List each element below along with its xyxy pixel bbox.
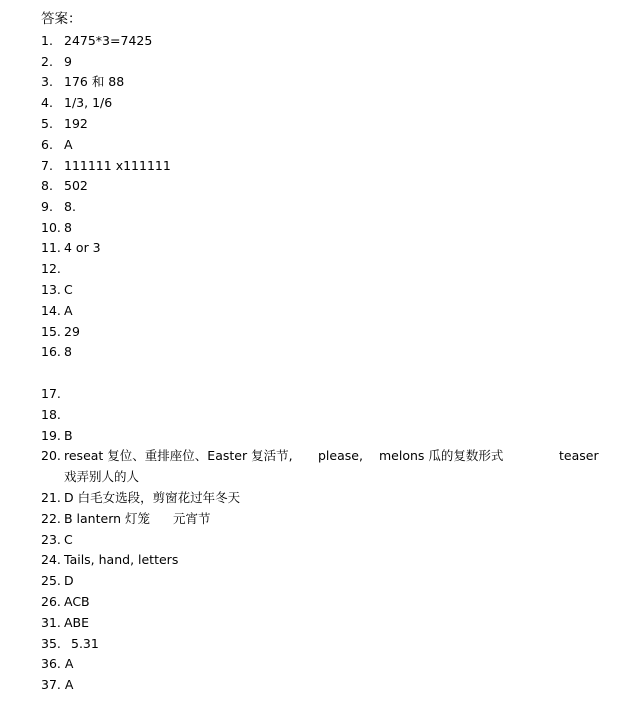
item-number: 1. bbox=[41, 33, 53, 48]
list-item bbox=[41, 530, 73, 550]
item-number: 19. bbox=[41, 428, 61, 443]
list-item bbox=[41, 592, 90, 612]
list-item bbox=[41, 384, 64, 404]
list-item bbox=[41, 218, 72, 238]
item-answer: 2475*3=7425 bbox=[64, 33, 153, 48]
item-answer: A bbox=[64, 656, 74, 671]
item-answer: 8 bbox=[64, 344, 72, 359]
item-answer: C bbox=[64, 532, 73, 547]
item-answer: A bbox=[64, 677, 74, 692]
list-item bbox=[41, 93, 112, 113]
list-item bbox=[41, 322, 80, 342]
item-answer: A bbox=[64, 137, 73, 152]
item-number: 36. bbox=[41, 656, 61, 671]
item-answer: ACB bbox=[64, 594, 90, 609]
list-item bbox=[41, 654, 73, 674]
list-item bbox=[41, 197, 76, 217]
list-item bbox=[41, 405, 64, 425]
item-answer-part: reseat 复位、重排座位、Easter 复活节, bbox=[64, 448, 293, 463]
item-number: 9. bbox=[41, 199, 53, 214]
item-answer: 176 和 88 bbox=[64, 74, 125, 89]
item-number: 31. bbox=[41, 615, 61, 630]
item-answer-part: 元宵节 bbox=[173, 511, 211, 526]
item-answer-part: B lantern 灯笼 bbox=[64, 511, 151, 526]
item-answer-continuation: 戏弄别人的人 bbox=[64, 469, 140, 484]
list-item bbox=[41, 238, 101, 258]
item-answer: 111111 x111111 bbox=[64, 158, 171, 173]
item-answer: 1/3, 1/6 bbox=[64, 95, 113, 110]
item-number: 2. bbox=[41, 54, 53, 69]
list-item bbox=[41, 301, 73, 321]
item-number: 14. bbox=[41, 303, 61, 318]
list-item bbox=[41, 135, 73, 155]
item-number: 5. bbox=[41, 116, 53, 131]
item-number: 15. bbox=[41, 324, 61, 339]
list-item bbox=[41, 446, 601, 466]
item-number: 3. bbox=[41, 74, 53, 89]
item-answer: 29 bbox=[64, 324, 80, 339]
item-number: 13. bbox=[41, 282, 61, 297]
page-title: 答案： bbox=[41, 11, 82, 27]
item-answer: B bbox=[64, 428, 73, 443]
list-item bbox=[41, 634, 99, 654]
item-answer: 8. bbox=[64, 199, 76, 214]
item-number: 26. bbox=[41, 594, 61, 609]
list-item bbox=[41, 550, 178, 570]
list-item bbox=[41, 156, 171, 176]
item-answer: 4 or 3 bbox=[64, 240, 101, 255]
item-number: 17. bbox=[41, 386, 61, 401]
list-item bbox=[41, 259, 64, 279]
item-number: 20. bbox=[41, 448, 61, 463]
item-answer: D 白毛女选段，剪窗花过年冬天 bbox=[64, 490, 241, 505]
item-answer-part: melons 瓜的复数形式 bbox=[379, 448, 504, 463]
item-number: 8. bbox=[41, 178, 53, 193]
item-answer: A bbox=[64, 303, 73, 318]
item-number: 21. bbox=[41, 490, 61, 505]
item-number: 35. bbox=[41, 636, 61, 651]
list-item bbox=[41, 509, 261, 529]
list-item bbox=[41, 571, 74, 591]
item-number: 12. bbox=[41, 261, 61, 276]
item-answer-part: please, bbox=[318, 448, 363, 463]
item-number: 6. bbox=[41, 137, 53, 152]
item-answer: 9 bbox=[64, 54, 72, 69]
item-number: 22. bbox=[41, 511, 61, 526]
list-item bbox=[41, 31, 152, 51]
item-answer: D bbox=[64, 573, 74, 588]
item-number: 25. bbox=[41, 573, 61, 588]
item-answer: 192 bbox=[64, 116, 88, 131]
item-number: 7. bbox=[41, 158, 53, 173]
item-answer: 5.31 bbox=[71, 636, 99, 651]
item-answer-part: teaser bbox=[559, 448, 599, 463]
list-item bbox=[41, 52, 72, 72]
list-item bbox=[41, 613, 89, 633]
item-answer: 8 bbox=[64, 220, 72, 235]
list-item bbox=[41, 280, 73, 300]
item-number: 23. bbox=[41, 532, 61, 547]
list-item bbox=[41, 114, 88, 134]
list-item bbox=[41, 72, 124, 92]
list-item bbox=[41, 675, 73, 695]
item-answer: ABE bbox=[64, 615, 90, 630]
item-number: 4. bbox=[41, 95, 53, 110]
item-number: 11. bbox=[41, 240, 61, 255]
list-item bbox=[41, 426, 73, 446]
item-number: 37. bbox=[41, 677, 61, 692]
list-item bbox=[41, 176, 88, 196]
item-number: 10. bbox=[41, 220, 61, 235]
item-number: 24. bbox=[41, 552, 61, 567]
item-number: 16. bbox=[41, 344, 61, 359]
list-item bbox=[41, 488, 240, 508]
item-answer: Tails, hand, letters bbox=[64, 552, 179, 567]
item-number: 18. bbox=[41, 407, 61, 422]
list-item bbox=[41, 342, 72, 362]
item-answer: 502 bbox=[64, 178, 88, 193]
item-answer: C bbox=[64, 282, 73, 297]
